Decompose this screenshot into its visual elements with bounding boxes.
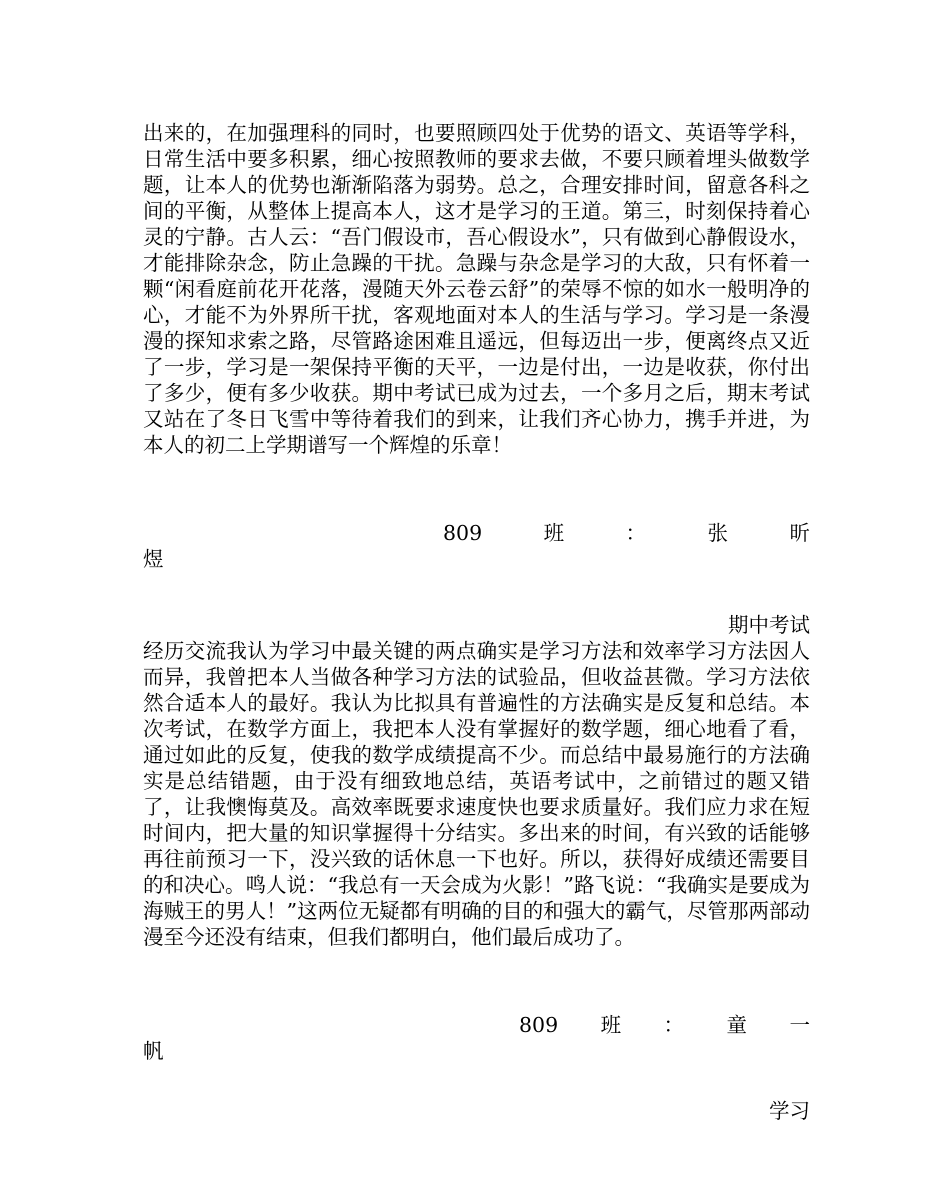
spacer (143, 458, 810, 520)
byline-2-class-number: 809 (519, 1013, 559, 1037)
spacer (143, 572, 810, 612)
byline-2-colon: ： (663, 1013, 685, 1037)
byline-1-class-word: 班 (543, 521, 565, 545)
paragraph-2: 经历交流我认为学习中最关键的两点确实是学习方法和效率学习方法因人而异，我曾把本人当做各种学习方法的试验品，但收益甚微。学习方法依然合适本人的最好。我认为比拟具有普遍性的方法确实是反复和总结。本次考试，在数学方面上，我把本人没有掌握好的数学题，细心地看了看，通过如此的反复，使我的数学成绩提高不少。而总结中最易施行的方法确实是总结错题，由于没有细致地总结，英语考试中，之前错过的题又错了，让我懊悔莫及。高效率既要求速度快也要求质量好。我们应力求在短时间内，把大量的知识掌握得十分结实。多出来的时间，有兴致的话能够再往前预习一下，没兴致的话休息一下也好。所以，获得好成绩还需要目的和决心。鸣人说：“我总有一天会成为火影！”路飞说：“我确实是要成为海贼王的男人！”这两位无疑都有明确的目的和强大的霸气，尽管那两部动漫至今还没有结束，但我们都明白，他们最后成功了。 (143, 639, 810, 949)
byline-2-row (143, 1012, 810, 1038)
byline-2-name-second: 一 (789, 1013, 810, 1037)
spacer (143, 950, 810, 1012)
byline-1-name-first: 张 (707, 521, 728, 545)
byline-1-row (143, 520, 810, 546)
byline-1-class-number: 809 (443, 521, 483, 545)
byline-1-name-second: 昕 (789, 521, 810, 545)
byline-1-colon: ： (625, 521, 647, 545)
byline-2-name-wrap: 帆 (143, 1039, 164, 1063)
byline-1-name-wrap: 煜 (143, 547, 164, 571)
byline-2-name-first: 童 (726, 1013, 747, 1037)
byline-2 (143, 1012, 810, 1064)
document-page (143, 120, 810, 1124)
section-heading-2: 期中考试 (728, 613, 810, 637)
section-heading-3: 学习 (769, 1099, 810, 1123)
paragraph-1: 出来的，在加强理科的同时，也要照顾四处于优势的语文、英语等学科，日常生活中要多积累，细心按照教师的要求去做，不要只顾着埋头做数学题，让本人的优势也渐渐陷落为弱势。总之，合理安排时间，留意各科之间的平衡，从整体上提高本人，这才是学习的王道。第三，时刻保持着心灵的宁静。古人云：“吾门假设市，吾心假设水”，只有做到心静假设水，才能排除杂念，防止急躁的干扰。急躁与杂念是学习的大敌，只有怀着一颗“闲看庭前花开花落，漫随天外云卷云舒”的荣辱不惊的如水一般明净的心，才能不为外界所干扰，客观地面对本人的生活与学习。学习是一条漫漫的探知求索之路，尽管路途困难且遥远，但每迈出一步，便离终点又近了一步，学习是一架保持平衡的天平，一边是付出，一边是收获，你付出了多少，便有多少收获。期中考试已成为过去，一个多月之后，期末考试又站在了冬日飞雪中等待着我们的到来，让我们齐心协力，携手并进，为本人的初二上学期谱写一个辉煌的乐章！ (143, 121, 810, 457)
byline-1 (143, 520, 810, 572)
spacer (143, 1064, 810, 1098)
byline-2-class-word: 班 (600, 1013, 622, 1037)
